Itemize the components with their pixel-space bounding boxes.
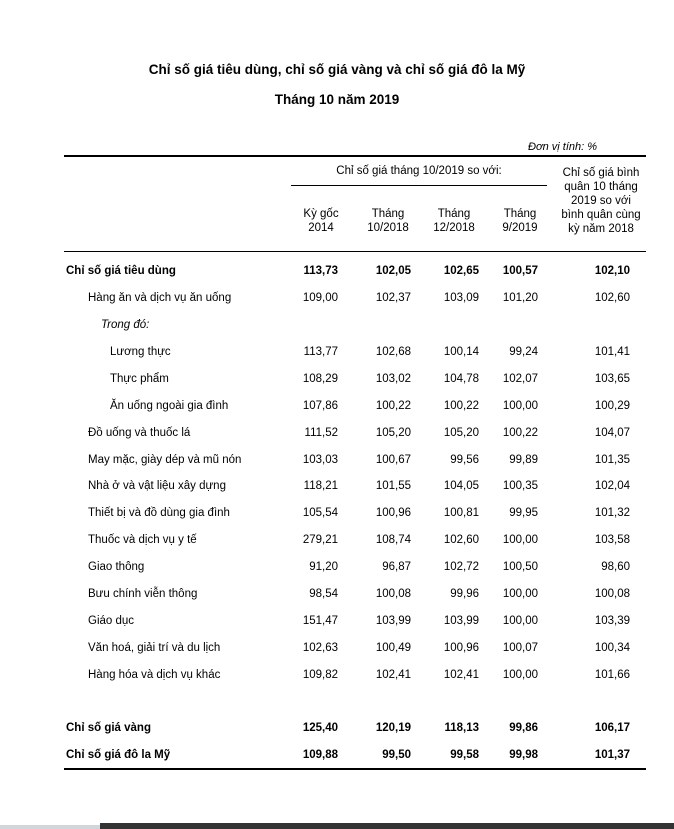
cell: 99,58 (450, 749, 479, 761)
table-row (0, 371, 674, 387)
table-row (0, 505, 674, 521)
col-header-oct2018: Tháng 10/2018 (367, 208, 409, 234)
cell: 99,95 (509, 507, 538, 519)
table-top-rule (64, 155, 646, 157)
cell: 102,60 (594, 292, 630, 304)
cell: 101,55 (375, 480, 411, 492)
cell: 120,19 (375, 722, 411, 734)
cell: 118,21 (303, 480, 338, 492)
row-label: Chỉ số giá vàng (66, 722, 151, 734)
row-label: Lương thực (110, 346, 171, 358)
cell: 111,52 (304, 427, 338, 439)
row-label: Thiết bị và đồ dùng gia đình (88, 507, 230, 519)
cell: 101,37 (594, 749, 630, 761)
cell: 102,04 (594, 480, 630, 492)
cell: 104,78 (443, 373, 479, 385)
row-label: Chỉ số giá tiêu dùng (66, 265, 176, 277)
cell: 100,96 (375, 507, 411, 519)
header-bottom-rule (64, 251, 646, 252)
table-row (0, 720, 674, 736)
cell: 101,41 (594, 346, 630, 358)
col-header-dec2018: Tháng 12/2018 (433, 208, 475, 234)
table-row (0, 452, 674, 468)
cell: 109,00 (302, 292, 338, 304)
cell: 101,35 (594, 454, 630, 466)
row-label: Văn hoá, giải trí và du lịch (88, 642, 221, 654)
cell: 96,87 (382, 561, 411, 573)
cell: 100,00 (502, 669, 538, 681)
cell: 102,10 (594, 265, 630, 277)
unit-label: Đơn vị tính: % (528, 141, 598, 153)
row-label: Giáo dục (88, 615, 135, 627)
row-label: Trong đó: (101, 319, 150, 331)
cell: 102,41 (375, 669, 411, 681)
cell: 107,86 (302, 400, 338, 412)
cell: 99,86 (509, 722, 538, 734)
cell: 113,73 (303, 265, 338, 277)
table-row (0, 532, 674, 548)
table-row (0, 290, 674, 306)
cell: 100,07 (502, 642, 538, 654)
cell: 103,03 (302, 454, 338, 466)
col-header-base: Kỳ gốc 2014 (303, 208, 339, 234)
cell: 103,65 (594, 373, 630, 385)
cell: 108,29 (302, 373, 338, 385)
table-row (0, 613, 674, 629)
cell: 100,00 (502, 534, 538, 546)
cell: 100,67 (375, 454, 411, 466)
cell: 100,96 (443, 642, 479, 654)
cell: 102,63 (302, 642, 338, 654)
table-row (0, 667, 674, 683)
cell: 100,00 (502, 588, 538, 600)
cell: 98,54 (309, 588, 338, 600)
cell: 103,99 (375, 615, 411, 627)
table-row (0, 747, 674, 763)
document-title: Chỉ số giá tiêu dùng, chỉ số giá vàng và chỉ số giá đô la Mỹ (148, 62, 526, 77)
table-row (0, 478, 674, 494)
cell: 102,72 (443, 561, 479, 573)
cell: 99,24 (509, 346, 538, 358)
cell: 100,00 (502, 615, 538, 627)
table-row (0, 586, 674, 602)
cell: 100,22 (375, 400, 411, 412)
cell: 105,20 (375, 427, 411, 439)
cell: 104,07 (594, 427, 630, 439)
table-row (0, 263, 674, 279)
cell: 101,32 (594, 507, 630, 519)
cell: 279,21 (302, 534, 338, 546)
cell: 99,98 (509, 749, 538, 761)
group-header-rule (291, 185, 547, 186)
table-row (0, 344, 674, 360)
cell: 100,14 (443, 346, 479, 358)
table-bottom-rule (64, 768, 646, 770)
cell: 102,05 (375, 265, 411, 277)
cell: 100,57 (502, 265, 538, 277)
cell: 100,81 (443, 507, 479, 519)
cell: 100,08 (375, 588, 411, 600)
table-row (0, 398, 674, 414)
cell: 91,20 (309, 561, 338, 573)
col-header-average: Chỉ số giá bình quân 10 tháng 2019 so với bình quân cùng kỳ năm 2018 (561, 167, 641, 235)
cell: 103,99 (443, 615, 479, 627)
cell: 100,29 (594, 400, 630, 412)
cell: 99,89 (509, 454, 538, 466)
cell: 100,22 (502, 427, 538, 439)
row-label: Bưu chính viễn thông (88, 588, 198, 600)
cell: 151,47 (302, 615, 338, 627)
row-label: Thực phẩm (110, 373, 169, 385)
cell: 99,96 (450, 588, 479, 600)
table-row (0, 425, 674, 441)
row-label: Hàng hóa và dịch vụ khác (88, 669, 221, 681)
cell: 101,20 (502, 292, 538, 304)
cell: 99,56 (450, 454, 479, 466)
row-label: Hàng ăn và dịch vụ ăn uống (88, 292, 232, 304)
cell: 103,39 (594, 615, 630, 627)
cell: 100,50 (502, 561, 538, 573)
document-subtitle: Tháng 10 năm 2019 (274, 92, 400, 107)
cell: 100,35 (502, 480, 538, 492)
cell: 100,34 (594, 642, 630, 654)
page-edge-left (0, 825, 100, 829)
cell: 118,13 (444, 722, 479, 734)
row-label: Thuốc và dịch vụ y tế (88, 534, 197, 546)
cell: 103,09 (443, 292, 479, 304)
cell: 102,60 (443, 534, 479, 546)
cell: 102,41 (443, 669, 479, 681)
cell: 98,60 (601, 561, 630, 573)
cell: 100,49 (375, 642, 411, 654)
cell: 100,22 (443, 400, 479, 412)
row-label: Chỉ số giá đô la Mỹ (66, 749, 171, 761)
row-label: Giao thông (88, 561, 145, 573)
cell: 99,50 (382, 749, 411, 761)
cell: 101,66 (594, 669, 630, 681)
cell: 100,08 (594, 588, 630, 600)
row-label: Nhà ở và vật liệu xây dựng (88, 480, 226, 492)
cell: 102,65 (443, 265, 479, 277)
row-label: Ăn uống ngoài gia đình (110, 400, 229, 412)
cell: 105,54 (302, 507, 338, 519)
cell: 108,74 (375, 534, 411, 546)
cell: 106,17 (594, 722, 630, 734)
group-header: Chỉ số giá tháng 10/2019 so với: (336, 165, 502, 177)
page-edge-bar (100, 823, 674, 829)
cell: 100,00 (502, 400, 538, 412)
col-header-sep2019: Tháng 9/2019 (502, 208, 538, 234)
cell: 105,20 (443, 427, 479, 439)
cell: 102,07 (502, 373, 538, 385)
row-label: Đồ uống và thuốc lá (88, 427, 191, 439)
cell: 109,88 (302, 749, 338, 761)
cell: 103,02 (375, 373, 411, 385)
row-label: May mặc, giày dép và mũ nón (88, 454, 242, 466)
cell: 104,05 (443, 480, 479, 492)
cell: 102,68 (375, 346, 411, 358)
cell: 109,82 (302, 669, 338, 681)
cell: 102,37 (375, 292, 411, 304)
table-row (0, 559, 674, 575)
table-row (0, 640, 674, 656)
cell: 125,40 (302, 722, 338, 734)
table-row (0, 317, 674, 333)
cell: 113,77 (303, 346, 338, 358)
cell: 103,58 (594, 534, 630, 546)
